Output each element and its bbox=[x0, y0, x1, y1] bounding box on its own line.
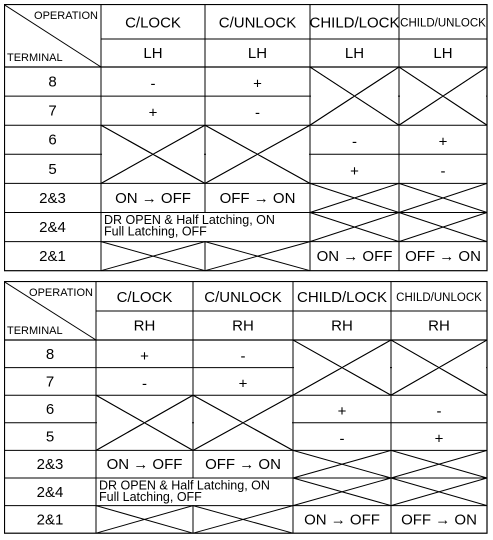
state-cell: OFF → ON bbox=[401, 511, 477, 529]
terminal-number: 2&4 bbox=[39, 219, 66, 237]
terminal-number: 2&3 bbox=[36, 456, 64, 474]
column-header-c-lock: C/LOCK bbox=[125, 14, 181, 32]
polarity-cell: + bbox=[434, 430, 444, 448]
column-header-child-lock: CHILD/LOCK bbox=[309, 14, 400, 32]
column-header-c-unlock: C/UNLOCK bbox=[218, 14, 297, 32]
polarity-cell: - bbox=[339, 430, 345, 448]
terminal-number: 6 bbox=[45, 400, 55, 418]
terminal-number: 5 bbox=[45, 428, 55, 446]
column-header-child-lock: CHILD/LOCK bbox=[296, 288, 388, 306]
side-label: RH bbox=[331, 317, 353, 335]
terminal-number: 8 bbox=[48, 73, 57, 91]
column-header-child-unlock: CHILD/UNLOCK bbox=[400, 17, 486, 30]
terminal-number: 7 bbox=[48, 102, 57, 120]
state-cell: ON → OFF bbox=[316, 248, 393, 266]
column-header-c-lock: C/LOCK bbox=[116, 288, 173, 306]
polarity-cell: + bbox=[350, 162, 359, 180]
terminal-number: 6 bbox=[48, 131, 57, 149]
side-label: LH bbox=[247, 44, 268, 62]
side-label: RH bbox=[232, 317, 254, 335]
state-cell: OFF → ON bbox=[219, 189, 296, 207]
lh-table-grid bbox=[4, 4, 488, 276]
polarity-cell: - bbox=[142, 375, 147, 393]
state-cell: ON → OFF bbox=[304, 511, 380, 529]
side-label: LH bbox=[143, 44, 163, 62]
polarity-cell: - bbox=[440, 162, 446, 180]
terminal-label: TERMINAL bbox=[7, 51, 63, 64]
side-label: RH bbox=[428, 317, 450, 335]
latching-note: DR OPEN & Half Latching, ON bbox=[99, 478, 270, 493]
terminal-number: 2&1 bbox=[36, 511, 64, 529]
side-label: LH bbox=[344, 44, 365, 62]
column-header-child-unlock: CHILD/UNLOCK bbox=[396, 292, 482, 305]
terminal-number: 2&3 bbox=[39, 189, 66, 207]
side-label: LH bbox=[433, 44, 453, 62]
state-cell: ON → OFF bbox=[106, 456, 183, 474]
polarity-cell: + bbox=[238, 375, 248, 393]
terminal-number: 8 bbox=[45, 345, 55, 363]
rh-switch-table bbox=[4, 281, 488, 536]
column-header-c-unlock: C/UNLOCK bbox=[204, 288, 282, 306]
polarity-cell: - bbox=[436, 402, 442, 420]
state-cell: OFF → ON bbox=[405, 248, 481, 266]
polarity-cell: + bbox=[148, 104, 158, 122]
operation-label: OPERATION bbox=[34, 9, 98, 22]
table-border bbox=[5, 5, 488, 271]
terminal-number: 2&1 bbox=[39, 248, 66, 266]
side-label: RH bbox=[133, 317, 156, 335]
polarity-cell: + bbox=[140, 347, 149, 365]
polarity-cell: + bbox=[253, 75, 262, 93]
latching-note: DR OPEN & Half Latching, ON bbox=[104, 212, 275, 227]
terminal-number: 7 bbox=[45, 373, 55, 391]
rh-table-grid bbox=[4, 281, 488, 536]
polarity-cell: - bbox=[352, 133, 357, 151]
polarity-cell: - bbox=[240, 347, 246, 365]
terminal-label: TERMINAL bbox=[7, 324, 63, 337]
state-cell: ON → OFF bbox=[115, 189, 191, 207]
lh-switch-table bbox=[4, 4, 488, 276]
operation-label: OPERATION bbox=[29, 286, 93, 299]
state-cell: OFF → ON bbox=[205, 456, 281, 474]
latching-note: Full Latching, OFF bbox=[104, 224, 207, 239]
polarity-cell: - bbox=[255, 104, 260, 122]
polarity-cell: - bbox=[150, 75, 156, 93]
latching-note: Full Latching, OFF bbox=[99, 489, 202, 504]
polarity-cell: + bbox=[337, 402, 347, 420]
terminal-number: 2&4 bbox=[36, 483, 64, 501]
terminal-number: 5 bbox=[48, 160, 57, 178]
polarity-cell: + bbox=[438, 133, 448, 151]
